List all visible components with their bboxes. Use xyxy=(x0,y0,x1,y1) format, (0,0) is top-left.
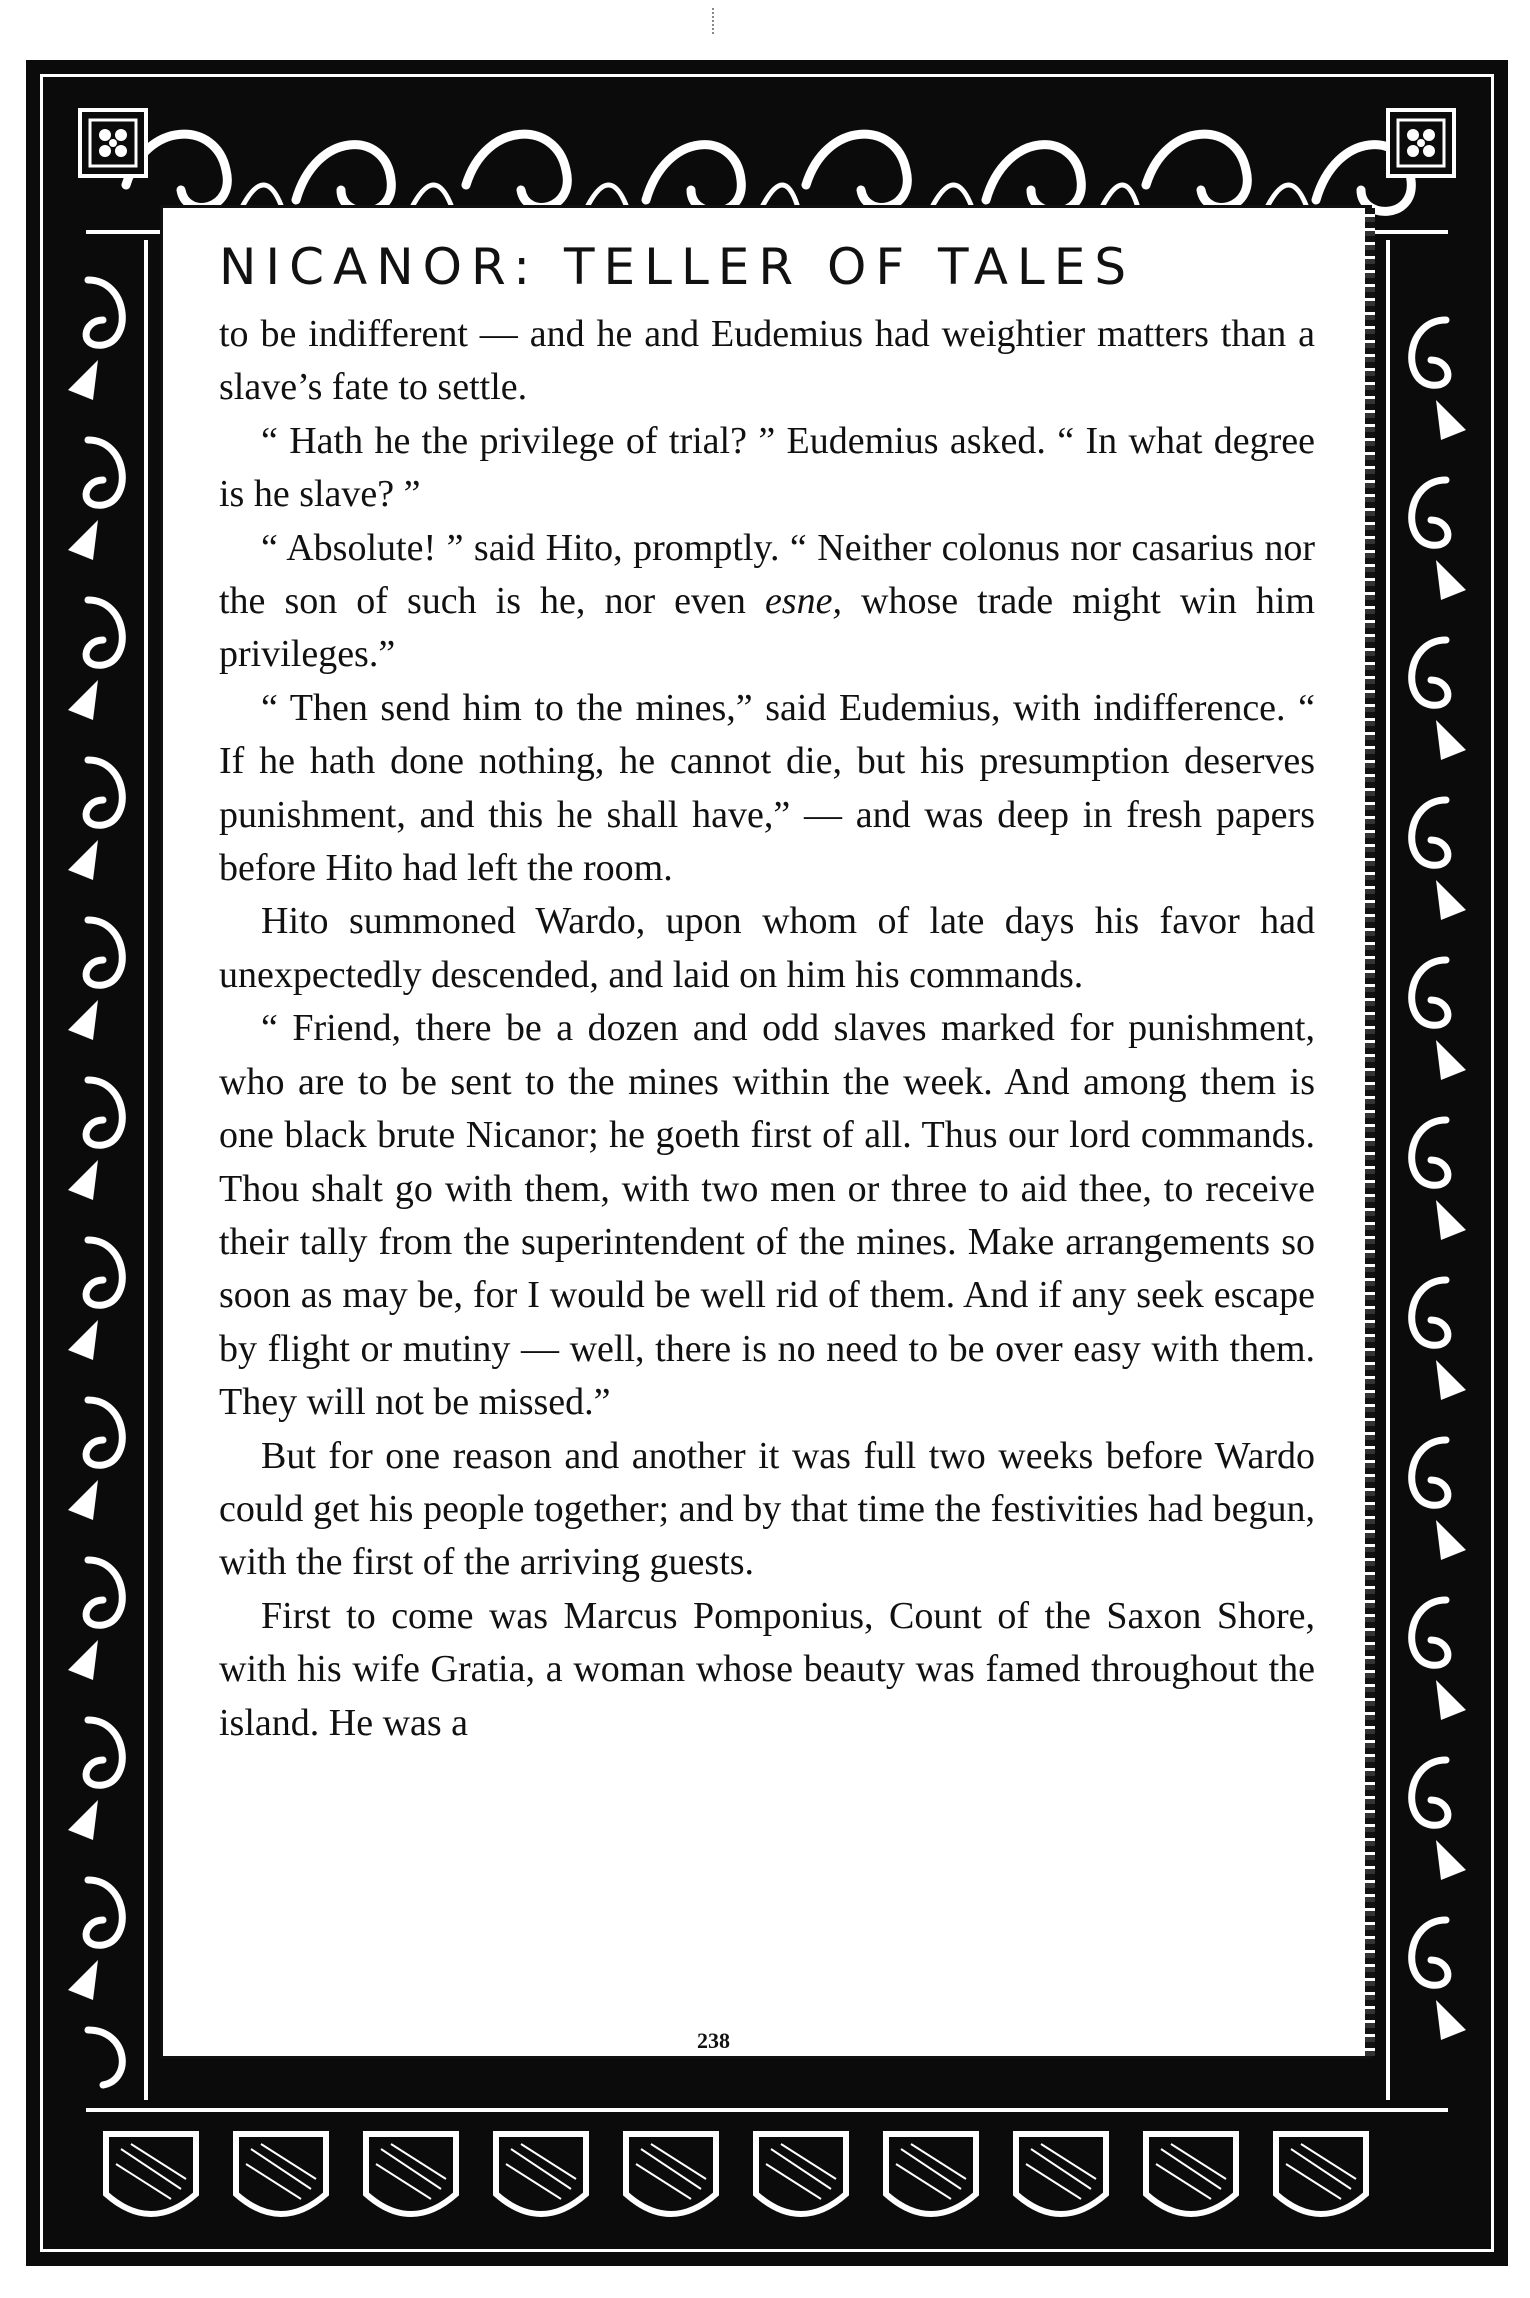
bottom-ornament-band xyxy=(86,2104,1448,2242)
right-ornament-column xyxy=(1376,240,1476,2100)
paragraph: “ Friend, there be a dozen and odd slaves marked for punishment, who are to be sent to the mines within the week. And among them is one black brute Nicanor; he goeth first of all. Thus our lord commands. Thou shalt go with them, with two men or three to aid thee, to receive their tally from the superintendent of the mines. Make arrangements so soon as may be, for I would be well rid of them. And if any seek escape by flight or mutiny — well, there is no need to be over easy with them. They will not be missed.” xyxy=(219,1007,1315,1424)
paragraph: First to come was Marcus Pomponius, Count of the Saxon Shore, with his wife Gratia, a woman whose beauty was famed throughout the island. He was a xyxy=(219,1594,1315,1744)
paragraph-text: “ Absolute! ” said Hito, promptly. “ Neither colonus nor casarius nor the son of such is he, nor even xyxy=(219,526,1315,623)
body-text xyxy=(219,308,1315,1750)
page-text-panel xyxy=(160,205,1372,2059)
paragraph: to be indifferent — and he and Eudemius had weightier matters than a slave’s fate to settle. xyxy=(219,313,1315,409)
corner-rosette-icon xyxy=(78,108,148,178)
paragraph-text: whose trade might win him privileges.” xyxy=(219,580,1315,676)
scan-speck xyxy=(712,8,720,34)
running-header: NICANOR: TELLER OF TALES xyxy=(219,238,1136,296)
paragraph: But for one reason and another it was full two weeks before Wardo could get his people together; and by that time the festivities had begun, with the first of the arriving guests. xyxy=(219,1434,1315,1584)
paragraph: “ Hath he the privilege of trial? ” Eudemius asked. “ In what degree is he slave? ” xyxy=(219,419,1315,516)
paragraph: “ Then send him to the mines,” said Eudemius, with indifference. “ If he hath done nothing, he cannot die, but his presumption deserves punishment, and this he shall have,” — and was deep in fresh papers before Hito had left the room. xyxy=(219,686,1315,890)
paragraph: Hito summoned Wardo, upon whom of late days his favor had unexpectedly descended, and laid on him his commands. xyxy=(219,900,1315,996)
page-number: 238 xyxy=(697,2028,730,2053)
left-ornament-column xyxy=(58,240,158,2100)
corner-rosette-icon xyxy=(1386,108,1456,178)
panel-edge-rule xyxy=(1365,208,1375,2056)
paragraph xyxy=(219,522,1315,682)
italic-term: esne, xyxy=(764,580,842,623)
